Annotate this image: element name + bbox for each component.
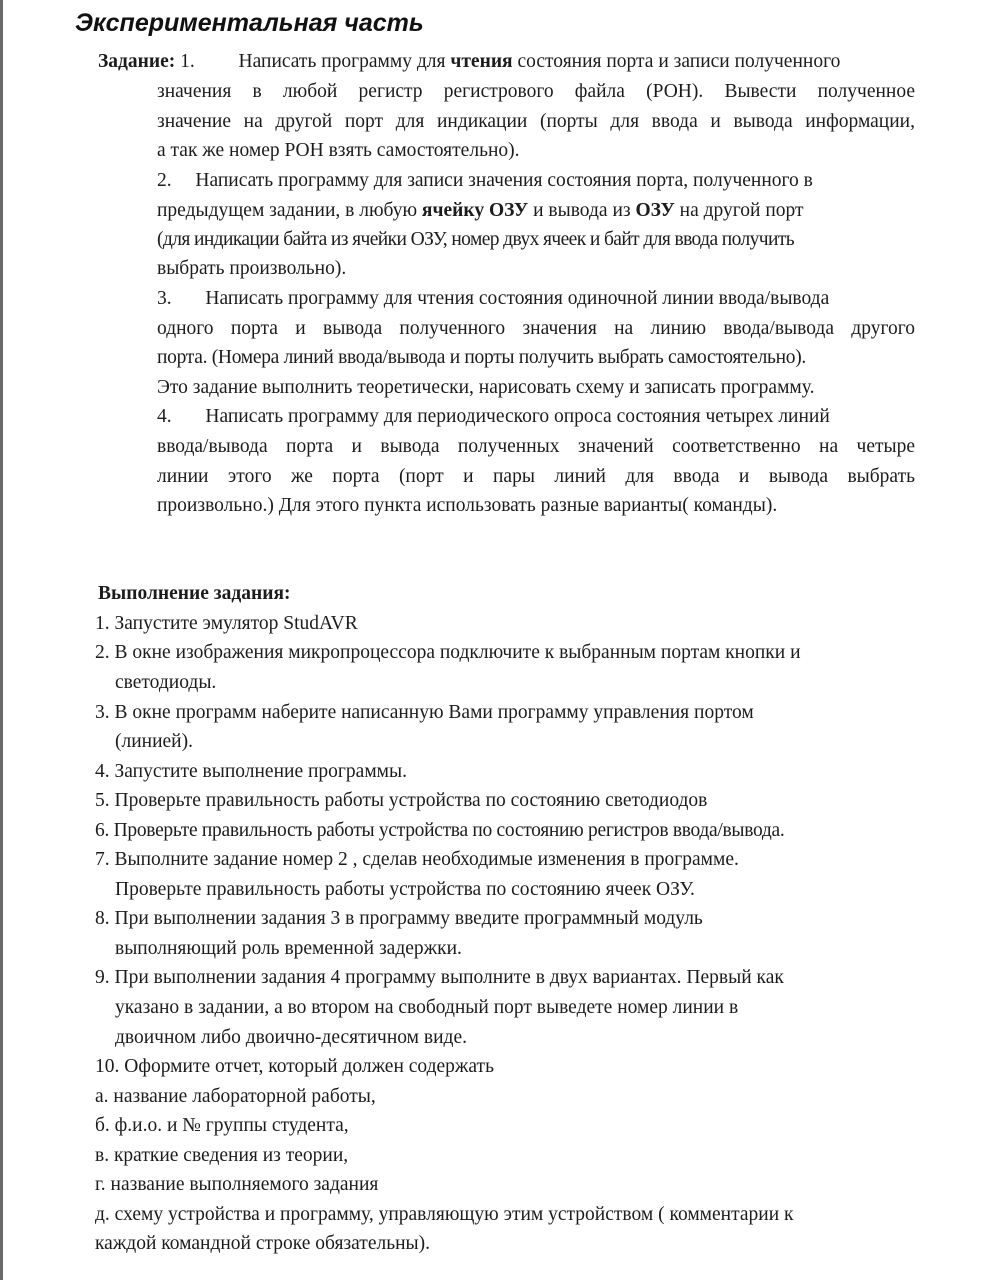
report-item-a: а. название лабораторной работы, bbox=[95, 1086, 376, 1107]
execution-step-9: 9. При выполнении задания 4 программу выполните в двух вариантах. Первый как bbox=[95, 967, 784, 988]
report-item-b: б. ф.и.о. и № группы студента, bbox=[95, 1115, 349, 1136]
execution-step-3: 3. В окне программ наберите написанную Вами программу управления портом bbox=[95, 702, 754, 723]
task-label: Задание: bbox=[98, 51, 176, 72]
task-item-3-line-1: 3. Написать программу для чтения состояния одиночной линии ввода/вывода bbox=[157, 288, 830, 309]
page-left-border bbox=[0, 0, 3, 1280]
report-item-d-cont: каждой командной строке обязательны). bbox=[95, 1233, 431, 1254]
task-item-2-line-1: 2. Написать программу для записи значения состояния порта, полученного в bbox=[157, 170, 813, 191]
execution-step-9-cont-1: указано в задании, а во втором на свободный порт выведете номер линии в bbox=[115, 997, 739, 1018]
task-item-1-line-2: значения в любой регистр регистрового файла (РОН). Вывести полученное bbox=[157, 81, 915, 102]
task-item-number: 1. bbox=[180, 51, 195, 72]
task-item-1-line-4: а так же номер РОН взять самостоятельно). bbox=[157, 140, 520, 161]
execution-step-2: 2. В окне изображения микропроцессора подключите к выбранным портам кнопки и bbox=[95, 642, 801, 663]
execution-step-4: 4. Запустите выполнение программы. bbox=[95, 761, 407, 782]
task-item-4-line-2: ввода/вывода порта и вывода полученных значений соответственно на четыре bbox=[157, 436, 915, 457]
task-item-2-line-4: выбрать произвольно). bbox=[157, 258, 347, 279]
emphasis-ram: ОЗУ bbox=[635, 200, 675, 221]
task-item-4-line-4: произвольно.) Для этого пункта использовать разные варианты( команды). bbox=[157, 495, 778, 516]
execution-step-5: 5. Проверьте правильность работы устройства по состоянию светодиодов bbox=[95, 790, 708, 811]
execution-step-6: 6. Проверьте правильность работы устройства по состоянию регистров ввода/вывода. bbox=[95, 820, 785, 841]
report-item-v: в. краткие сведения из теории, bbox=[95, 1145, 349, 1166]
execution-step-8: 8. При выполнении задания 3 в программу введите программный модуль bbox=[95, 908, 703, 929]
execution-heading: Выполнение задания: bbox=[98, 583, 291, 604]
emphasis-ram-cell: ячейку ОЗУ bbox=[421, 200, 529, 221]
emphasis-reading: чтения bbox=[450, 51, 513, 72]
report-item-d: д. схему устройства и программу, управляющую этим устройством ( комментарии к bbox=[95, 1204, 794, 1225]
execution-step-8-cont: выполняющий роль временной задержки. bbox=[115, 938, 462, 959]
execution-step-7-cont: Проверьте правильность работы устройства по состоянию ячеек ОЗУ. bbox=[115, 879, 695, 900]
execution-step-10: 10. Оформите отчет, который должен содержать bbox=[95, 1056, 494, 1077]
task-item-1-line-1: Задание: 1. Написать программу для чтения состояния порта и записи полученного bbox=[98, 51, 841, 72]
task-item-number: 3. bbox=[157, 288, 172, 309]
execution-step-7: 7. Выполните задание номер 2 , сделав необходимые изменения в программе. bbox=[95, 849, 739, 870]
execution-step-2-cont: светодиоды. bbox=[115, 672, 217, 693]
execution-step-9-cont-2: двоичном либо двоично-десятичном виде. bbox=[115, 1027, 467, 1048]
task-item-2-line-3: (для индикации байта из ячейки ОЗУ, номер двух ячеек и байт для ввода получить bbox=[157, 229, 795, 250]
task-item-number: 2. bbox=[157, 170, 172, 191]
task-item-number: 4. bbox=[157, 406, 172, 427]
task-item-3-line-2: одного порта и вывода полученного значения на линию ввода/вывода другого bbox=[157, 318, 915, 339]
report-item-g: г. название выполняемого задания bbox=[95, 1174, 379, 1195]
execution-step-3-cont: (линией). bbox=[115, 731, 193, 752]
task-item-2-line-2: предыдущем задании, в любую ячейку ОЗУ и вывода из ОЗУ на другой порт bbox=[157, 200, 804, 221]
execution-step-1: 1. Запустите эмулятор StudAVR bbox=[95, 613, 358, 634]
task-item-3-line-3: порта. (Номера линий ввода/вывода и порты получить выбрать самостоятельно). bbox=[157, 347, 807, 368]
task-item-4-line-3: линии этого же порта (порт и пары линий для ввода и вывода выбрать bbox=[157, 466, 915, 487]
task-item-3-line-4: Это задание выполнить теоретически, нарисовать схему и записать программу. bbox=[157, 377, 815, 398]
section-title: Экспериментальная часть bbox=[75, 9, 424, 37]
task-item-1-line-3: значение на другой порт для индикации (порты для ввода и вывода информации, bbox=[157, 111, 915, 132]
task-item-4-line-1: 4. Написать программу для периодического опроса состояния четырех линий bbox=[157, 406, 830, 427]
